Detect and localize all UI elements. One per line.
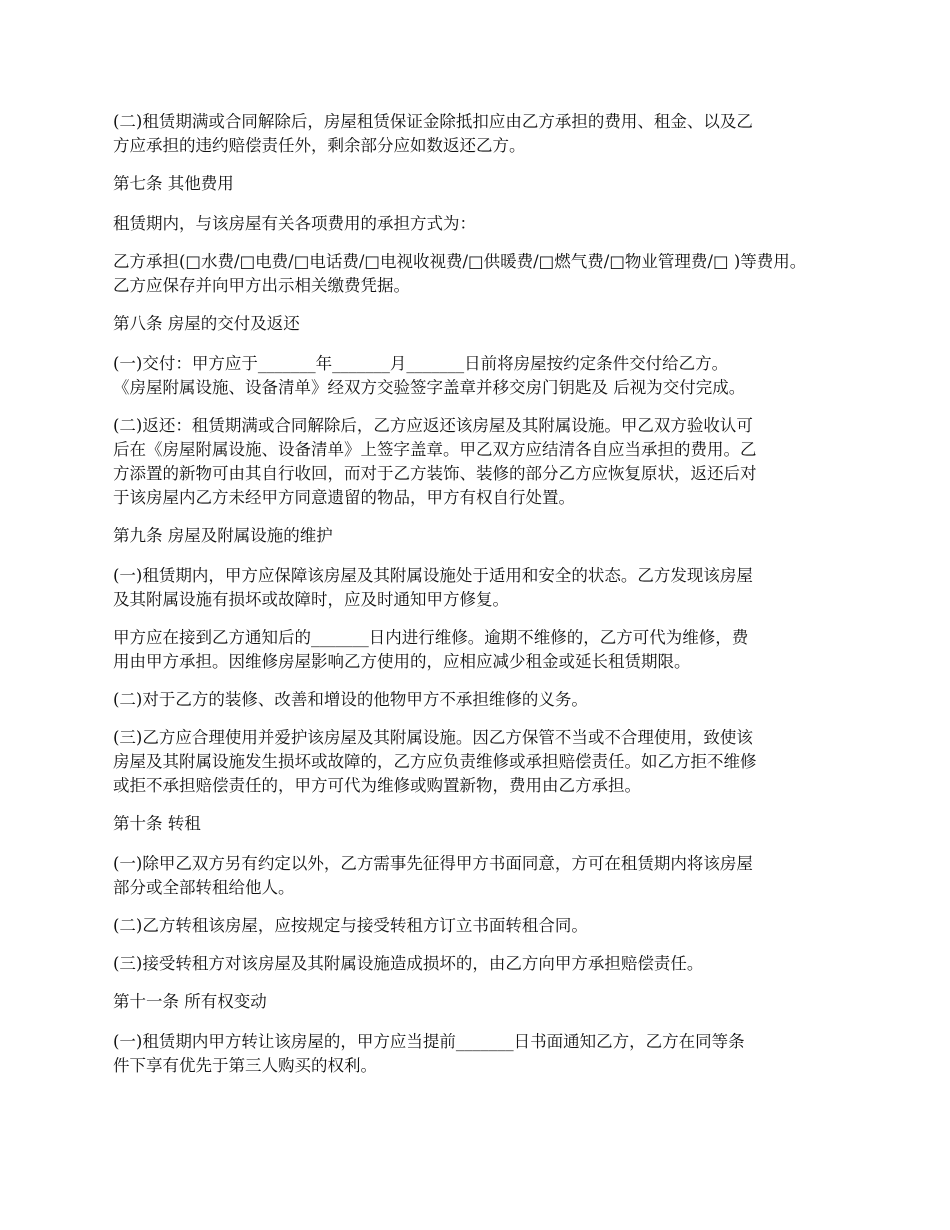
- text-line: 乙方承担(□水费/□电费/□电话费/□电视收视费/□供暖费/□燃气费/□物业管理费/□ )等费用。: [113, 252, 807, 271]
- text-line: 后在《房屋附属设施、设备清单》上签字盖章。甲乙双方应结清各自应当承担的费用。乙: [113, 440, 757, 459]
- text-line: 房屋及其附属设施发生损坏或故障的，乙方应负责维修或承担赔偿责任。如乙方拒不维修: [113, 752, 757, 771]
- text-line: 件下享有优先于第三人购买的权利。: [113, 1056, 377, 1075]
- text-line: (一)租赁期内甲方转让该房屋的，甲方应当提前_______日书面通知乙方，乙方在同等条: [113, 1032, 745, 1051]
- text-line: 及其附属设施有损坏或故障时，应及时通知甲方修复。: [113, 590, 509, 609]
- text-line: 第七条 其他费用: [113, 174, 234, 193]
- text-line: (三)接受转租方对该房屋及其附属设施造成损坏的，由乙方向甲方承担赔偿责任。: [113, 954, 704, 973]
- text-line: (一)除甲乙双方另有约定以外，乙方需事先征得甲方书面同意，方可在租赁期内将该房屋: [113, 854, 753, 873]
- section-heading: [113, 990, 840, 1014]
- text-line: (二)乙方转租该房屋，应按规定与接受转租方订立书面转租合同。: [113, 916, 588, 935]
- paragraph: [113, 250, 840, 298]
- text-line: 于该房屋内乙方未经甲方同意遗留的物品，甲方有权自行处置。: [113, 488, 575, 507]
- section-heading: [113, 312, 840, 336]
- text-line: 乙方应保存并向甲方出示相关缴费凭据。: [113, 276, 410, 295]
- paragraph: [113, 414, 840, 510]
- paragraph: [113, 352, 840, 400]
- text-line: (一)租赁期内，甲方应保障该房屋及其附属设施处于适用和安全的状态。乙方发现该房屋: [113, 566, 753, 585]
- paragraph: [113, 688, 840, 712]
- text-line: 用由甲方承担。因维修房屋影响乙方使用的，应相应减少租金或延长租赁期限。: [113, 652, 691, 671]
- paragraph: [113, 110, 840, 158]
- text-line: 或拒不承担赔偿责任的，甲方可代为维修或购置新物，费用由乙方承担。: [113, 776, 641, 795]
- text-line: 方添置的新物可由其自行收回，而对于乙方装饰、装修的部分乙方应恢复原状，返还后对: [113, 464, 757, 483]
- paragraph: [113, 852, 840, 900]
- paragraph: [113, 914, 840, 938]
- paragraph: [113, 952, 840, 976]
- text-line: 部分或全部转租给他人。: [113, 878, 295, 897]
- text-line: 《房屋附属设施、设备清单》经双方交验签字盖章并移交房门钥匙及 后视为交付完成。: [113, 378, 746, 397]
- text-line: (二)租赁期满或合同解除后，房屋租赁保证金除抵扣应由乙方承担的费用、租金、以及乙: [113, 112, 753, 131]
- text-line: (一)交付：甲方应于_______年_______月_______日前将房屋按约定条件交付给乙方。: [113, 354, 729, 373]
- paragraph: [113, 212, 840, 236]
- text-line: 甲方应在接到乙方通知后的_______日内进行维修。逾期不维修的，乙方可代为维修，费: [113, 628, 749, 647]
- text-line: 第十一条 所有权变动: [113, 992, 267, 1011]
- text-line: 第十条 转租: [113, 814, 201, 833]
- text-line: 第八条 房屋的交付及返还: [113, 314, 300, 333]
- text-line: (二)返还：租赁期满或合同解除后，乙方应返还该房屋及其附属设施。甲乙双方验收认可: [113, 416, 753, 435]
- text-line: 第九条 房屋及附属设施的维护: [113, 526, 333, 545]
- paragraph: [113, 626, 840, 674]
- section-heading: [113, 812, 840, 836]
- text-line: 租赁期内，与该房屋有关各项费用的承担方式为：: [113, 214, 476, 233]
- paragraph: [113, 726, 840, 798]
- paragraph: [113, 564, 840, 612]
- text-line: 方应承担的违约赔偿责任外，剩余部分应如数返还乙方。: [113, 136, 526, 155]
- text-line: (二)对于乙方的装修、改善和增设的他物甲方不承担维修的义务。: [113, 690, 588, 709]
- section-heading: [113, 524, 840, 548]
- section-heading: [113, 172, 840, 196]
- paragraph: [113, 1030, 840, 1078]
- text-line: (三)乙方应合理使用并爱护该房屋及其附属设施。因乙方保管不当或不合理使用，致使该: [113, 728, 753, 747]
